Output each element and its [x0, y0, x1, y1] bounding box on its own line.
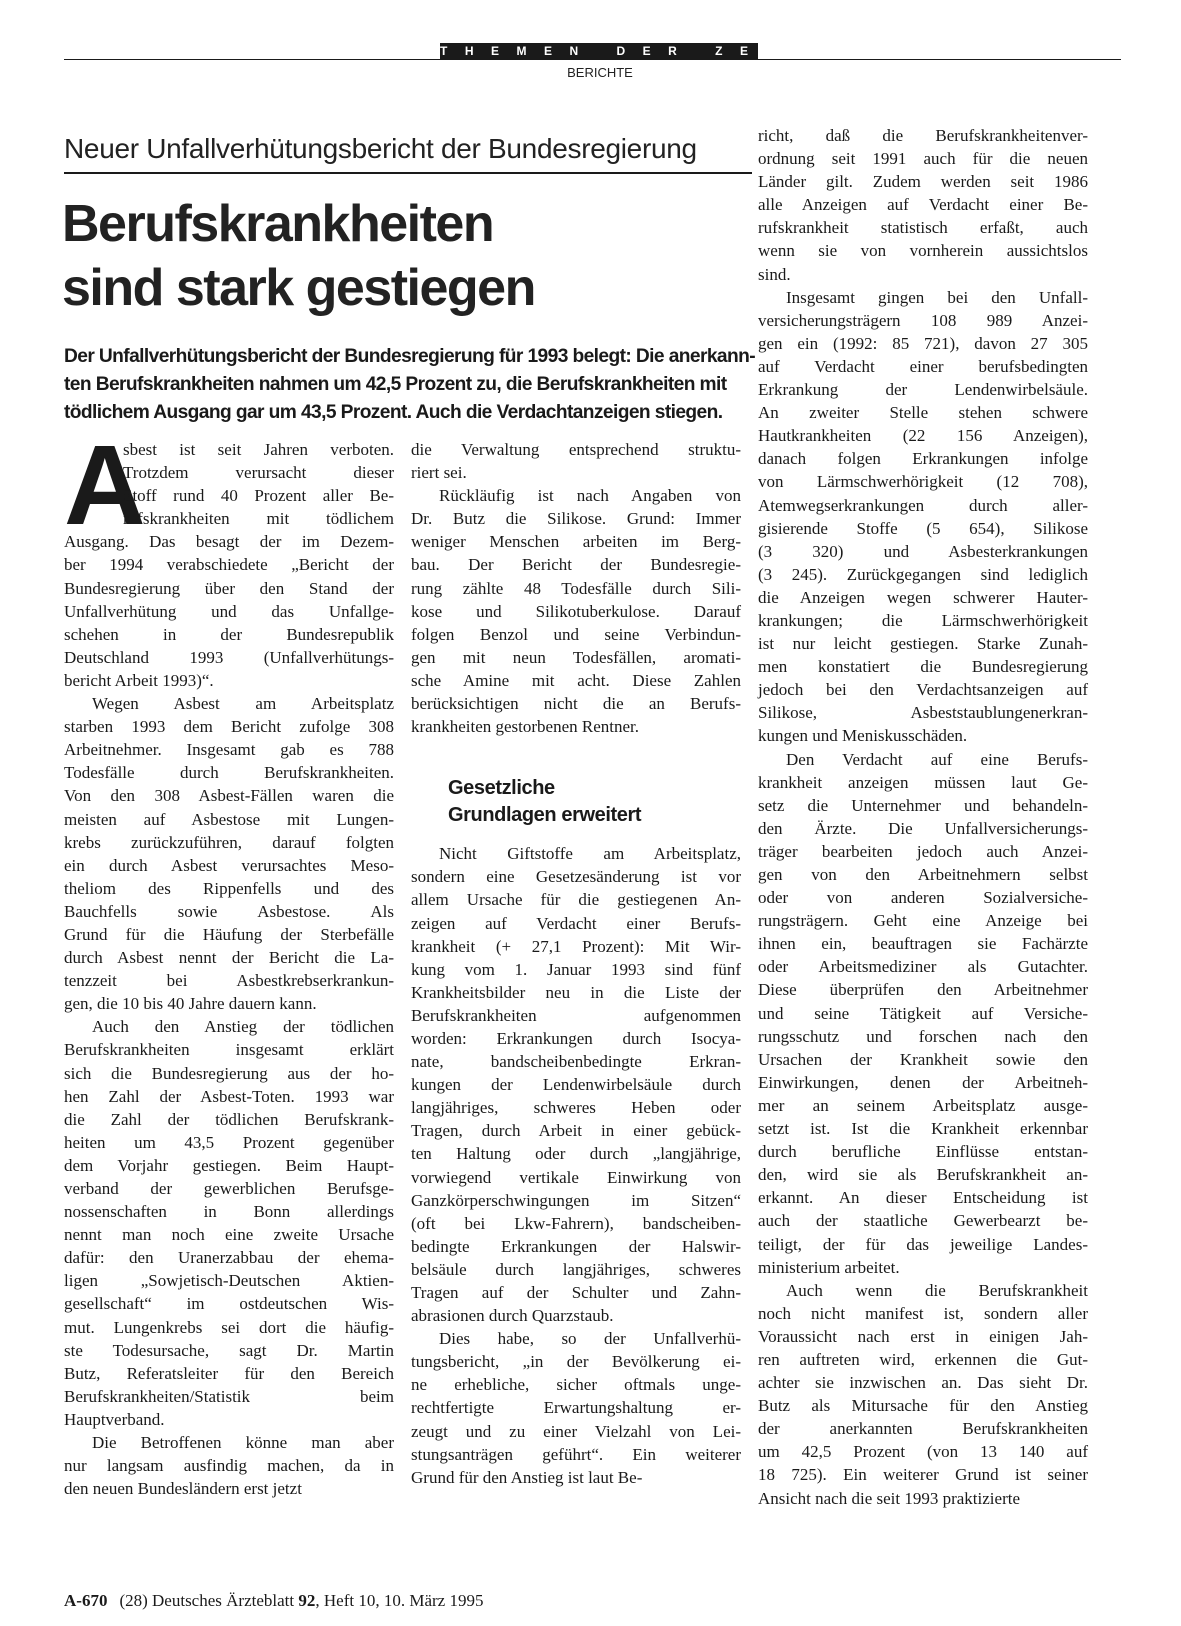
text-line: tenzzeit bei Asbestkrebserkrankun- — [64, 971, 394, 991]
column-3 — [758, 124, 1088, 1510]
text-line: (3 320) und Asbesterkrankungen — [758, 541, 1088, 561]
text-line: weniger Menschen arbeiten im Berg- — [411, 532, 741, 552]
text-line: schehen in der Bundesrepublik — [64, 624, 394, 644]
lead-line: tödlichem Ausgang gar um 43,5 Prozent. Auch die Verdachtanzeigen stiegen. — [64, 402, 723, 423]
text-line: Hauptverband. — [64, 1409, 165, 1429]
text-line: Deutschland 1993 (Unfallverhütungs- — [64, 647, 394, 667]
text-line: die Zahl der tödlichen Berufskrank- — [64, 1109, 394, 1129]
lead-paragraph — [64, 343, 754, 427]
text-line: wenn sie von vornherein aussichtslos — [758, 241, 1088, 261]
text-line: zeugt und zu einer Vielzahl von Lei- — [411, 1421, 741, 1441]
text-line: starben 1993 dem Bericht zufolge 308 — [64, 717, 394, 737]
text-line: sich die Bundesregierung aus der ho- — [64, 1063, 394, 1083]
text-line: kose und Silikotuberkulose. Darauf — [411, 601, 741, 621]
text-line: kungen und Meniskusschäden. — [758, 726, 968, 746]
text-line: allem Ursache für die gestiegenen An- — [411, 890, 741, 910]
header-rule — [64, 59, 1121, 60]
kicker-rule — [64, 172, 752, 174]
lead-line: ten Berufskrankheiten nahmen um 42,5 Prozent zu, die Berufskrankheiten mit — [64, 374, 727, 395]
text-line: setzt ist. Ist die Krankheit erkennbar — [758, 1119, 1088, 1139]
text-line: dafür: den Uranerzabbau der ehema- — [64, 1248, 394, 1268]
text-line: um 42,5 Prozent (von 13 140 auf — [758, 1442, 1088, 1462]
text-line: Erkrankung der Lendenwirbelsäule. — [758, 380, 1088, 400]
text-line: Butz, Referatsleiter für den Bereich — [64, 1363, 394, 1383]
page-footer — [64, 1591, 483, 1611]
text-line: tungsbericht, „in der Bevölkerung ei- — [411, 1352, 741, 1372]
text-line: Bauchfells sowie Asbestose. Als — [64, 901, 394, 921]
text-line: durch berufliche Einflüsse entstan- — [758, 1142, 1088, 1162]
text-line: ber 1994 verabschiedete „Bericht der — [64, 555, 394, 575]
text-line: Voraussicht nach erst in einigen Jah- — [758, 1326, 1088, 1346]
text-line: ministerium arbeitet. — [758, 1257, 900, 1277]
text-line: jedoch bei den Verdachtsanzeigen auf — [758, 680, 1088, 700]
footer-issue: , Heft 10, 10. März 1995 — [315, 1591, 484, 1610]
text-line: Diese überprüfen den Arbeitnehmer — [758, 980, 1088, 1000]
text-line: krankheiten gestorbenen Rentner. — [411, 717, 640, 737]
text-line: Berufskrankheiten/Statistik beim — [64, 1386, 394, 1406]
text-line: Ausgang. Das besagt der im Dezem- — [64, 532, 394, 552]
text-line: gen mit neun Todesfällen, aromati- — [411, 647, 741, 667]
text-line: rufskrankheiten mit tödlichem — [123, 509, 394, 529]
text-line: ordnung seit 1991 auch für die neuen — [758, 149, 1088, 169]
text-line: ist nur leicht gestiegen. Starke Zunah- — [758, 634, 1088, 654]
text-line: Von den 308 Asbest-Fällen waren die — [64, 786, 394, 806]
column-2 — [411, 438, 741, 1489]
text-line: nossenschaften in Bonn allerdings — [64, 1202, 394, 1222]
text-line: men konstatiert die Bundesregierung — [758, 657, 1088, 677]
text-line: krankheit anzeigen müssen laut Ge- — [758, 772, 1088, 792]
text-line: Ursachen der Krankheit sowie den — [758, 1049, 1088, 1069]
text-line: heiten um 43,5 Prozent gegenüber — [64, 1132, 394, 1152]
text-line: Die Betroffenen könne man aber — [92, 1433, 394, 1453]
text-line: abrasionen durch Quarzstaub. — [411, 1306, 614, 1326]
text-line: erkannt. An dieser Entscheidung ist — [758, 1188, 1088, 1208]
text-line: bericht Arbeit 1993)“. — [64, 670, 214, 690]
text-line: gen, die 10 bis 40 Jahre dauern kann. — [64, 994, 317, 1014]
headline — [62, 192, 752, 320]
text-line: Dies habe, so der Unfallverhü- — [439, 1329, 741, 1349]
text-line: die Verwaltung entsprechend struktu- — [411, 440, 741, 459]
text-line: Ganzkörperschwingungen im Sitzen“ — [411, 1190, 741, 1210]
footer-citation: (28) Deutsches Ärzteblatt — [119, 1591, 299, 1610]
text-line: (3 245). Zurückgegangen sind lediglich — [758, 564, 1088, 584]
text-line: Den Verdacht auf eine Berufs- — [786, 749, 1088, 769]
text-line: durch Asbest nennt der Bericht die La- — [64, 948, 394, 968]
text-line: ein durch Asbest verursachtes Meso- — [64, 855, 394, 875]
text-line: mut. Lungenkrebs sei dort die häufig- — [64, 1317, 394, 1337]
text-line: verband der gewerblichen Berufsge- — [64, 1179, 394, 1198]
text-line: 18 725). Ein weiterer Grund ist seiner — [758, 1465, 1088, 1485]
text-line: versicherungsträgern 108 989 Anzei- — [758, 310, 1088, 330]
text-line: Einwirkungen, denen der Arbeitneh- — [758, 1072, 1088, 1092]
text-line: bau. Der Bericht der Bundesregie- — [411, 555, 741, 575]
text-line: sche Amine mit acht. Diese Zahlen — [411, 670, 741, 690]
drop-cap: A — [64, 422, 146, 548]
text-line: rechtfertigte Erwartungshaltung er- — [411, 1398, 741, 1418]
text-line: den Ärzte. Die Unfallversicherungs- — [758, 818, 1088, 838]
text-line: Länder gilt. Zudem werden seit 1986 — [758, 172, 1088, 192]
text-line: rungsschutz und forschen nach den — [758, 1026, 1088, 1046]
text-line: mer an seinem Arbeitsplatz ausge- — [758, 1095, 1088, 1115]
text-line: Stoff rund 40 Prozent aller Be- — [123, 486, 394, 506]
text-line: (oft bei Lkw-Fahrern), bandscheiben- — [411, 1213, 741, 1233]
text-line: die Anzeigen wegen schwerer Hauter- — [758, 587, 1088, 607]
text-line: stungsanträgen geführt“. Ein weiterer — [411, 1444, 741, 1464]
text-line: Rückläufig ist nach Angaben von — [439, 486, 741, 506]
text-line: Bundesregierung über den Stand der — [64, 578, 394, 598]
text-line: teiligt, der für das jeweilige Landes- — [758, 1234, 1088, 1254]
text-line: Wegen Asbest am Arbeitsplatz — [92, 694, 394, 714]
text-line: gisierende Stoffe (5 654), Silikose — [758, 518, 1088, 538]
section-label: BERICHTE — [567, 65, 633, 80]
text-line: auf Verdacht einer berufsbedingten — [758, 356, 1088, 376]
text-line: theliom des Rippenfells und des — [64, 878, 394, 898]
text-line: Trotzdem verursacht dieser — [123, 463, 394, 483]
text-line: belsäule durch langjähriges, schweres — [411, 1259, 741, 1279]
headline-line: sind stark gestiegen — [62, 259, 535, 317]
text-line: berücksichtigen nicht die an Berufs- — [411, 694, 741, 714]
text-line: gesellschaft“ im ostdeutschen Wis- — [64, 1294, 394, 1314]
text-line: rungsträgern. Geht eine Anzeige bei — [758, 911, 1088, 931]
text-line: langjähriges, schweres Heben oder — [411, 1098, 741, 1118]
text-line: noch nicht manifest ist, sondern aller — [758, 1303, 1088, 1323]
text-line: nate, bandscheibenbedingte Erkran- — [411, 1052, 741, 1072]
text-line: krankheit (+ 27,1 Prozent): Mit Wir- — [411, 936, 741, 956]
text-line: Berufskrankheiten aufgenommen — [411, 1005, 741, 1025]
lead-line: Der Unfallverhütungsbericht der Bundesregierung für 1993 belegt: Die anerkann- — [64, 346, 756, 367]
text-line: Krankheitsbilder neu in die Liste der — [411, 982, 741, 1002]
text-line: zeigen auf Verdacht einer Berufs- — [411, 913, 741, 933]
text-line: nennt man noch eine zweite Ursache — [64, 1225, 394, 1245]
text-line: meisten auf Asbestose mit Lungen- — [64, 809, 394, 829]
text-line: den, wird sie als Berufskrankheit an- — [758, 1165, 1088, 1185]
text-line: sind. — [758, 264, 791, 284]
text-line: krankungen; die Lärmschwerhörigkeit — [758, 610, 1088, 630]
headline-line: Berufskrankheiten — [62, 195, 494, 253]
text-line: hen Zahl der Asbest-Toten. 1993 war — [64, 1086, 394, 1106]
footer-volume: 92 — [298, 1591, 316, 1610]
text-line: Ansicht nach die seit 1993 praktizierte — [758, 1488, 1020, 1508]
text-line: der anerkannten Berufskrankheiten — [758, 1419, 1088, 1439]
text-line: Silikose, Asbeststaublungenerkran- — [758, 703, 1088, 723]
text-line: gen von den Arbeitnehmern selbst — [758, 865, 1088, 884]
text-line: folgen Benzol und seine Verbindun- — [411, 624, 741, 644]
text-line: Tragen, durch Arbeit in einer gebück- — [411, 1121, 741, 1141]
text-line: ten Haltung oder durch „langjährige, — [411, 1144, 741, 1164]
text-line: Todesfälle durch Berufskrankheiten. — [64, 763, 394, 783]
text-line: von Lärmschwerhörigkeit (12 708), — [758, 472, 1088, 492]
text-line: auch der staatliche Gewerbearzt be- — [758, 1211, 1088, 1231]
text-line: Tragen auf der Schulter und Zahn- — [411, 1283, 741, 1302]
text-line: krebs zurückzuführen, darauf folgten — [64, 832, 394, 852]
text-line: kungen der Lendenwirbelsäule durch — [411, 1075, 741, 1095]
text-line: oder Arbeitsmediziner als Gutachter. — [758, 957, 1088, 977]
text-line: rufskrankheit statistisch erfaßt, auch — [758, 218, 1088, 238]
text-line: alle Anzeigen auf Verdacht einer Be- — [758, 195, 1088, 215]
text-line: Butz als Mitursache für den Anstieg — [758, 1396, 1088, 1416]
text-line: sbest ist seit Jahren verboten. — [123, 440, 394, 459]
text-line: Atemwegserkrankungen durch aller- — [758, 495, 1088, 515]
text-line: ste Todesursache, sagt Dr. Martin — [64, 1340, 394, 1360]
text-line: Berufskrankheiten insgesamt erklärt — [64, 1040, 394, 1060]
text-line: ren auftreten wird, erkennen die Gut- — [758, 1349, 1088, 1369]
text-line: Grund für die Häufung der Sterbefälle — [64, 924, 394, 944]
text-line: Unfallverhütung und das Unfallge- — [64, 601, 394, 621]
subheading-line: Grundlagen erweitert — [448, 804, 642, 826]
subheading — [448, 775, 728, 829]
page-number: A-670 — [64, 1591, 108, 1610]
text-line: nur langsam ausfindig machen, da in — [64, 1456, 394, 1476]
text-line: kung vom 1. Januar 1993 sind fünf — [411, 959, 741, 979]
text-line: dem Vorjahr gestiegen. Beim Haupt- — [64, 1155, 394, 1175]
text-line: worden: Erkrankungen durch Isocya- — [411, 1028, 741, 1048]
text-line: danach folgen Erkrankungen infolge — [758, 449, 1088, 469]
subheading-line: Gesetzliche — [448, 777, 555, 799]
text-line: träger bearbeiten jedoch auch Anzei- — [758, 841, 1088, 861]
text-line: An zweiter Stelle stehen schwere — [758, 403, 1088, 423]
text-line: Insgesamt gingen bei den Unfall- — [786, 287, 1088, 307]
text-line: rung zählte 48 Todesfälle durch Sili- — [411, 578, 741, 598]
text-line: setz die Unternehmer und behandeln- — [758, 795, 1088, 815]
text-line: Nicht Giftstoffe am Arbeitsplatz, — [439, 844, 741, 864]
text-line: achter sie inzwischen an. Das sieht Dr. — [758, 1373, 1088, 1393]
text-line: Grund für den Anstieg ist laut Be- — [411, 1467, 643, 1487]
text-line: und seine Tätigkeit auf Versiche- — [758, 1003, 1088, 1023]
text-line: richt, daß die Berufskrankheitenver- — [758, 126, 1088, 145]
text-line: Hautkrankheiten (22 156 Anzeigen), — [758, 426, 1088, 446]
text-line: ne erhebliche, sicher oftmals unge- — [411, 1375, 741, 1395]
text-line: ihnen ein, beauftragen sie Fachärzte — [758, 934, 1088, 954]
text-line: Auch wenn die Berufskrankheit — [786, 1280, 1088, 1300]
text-line: Dr. Butz die Silikose. Grund: Immer — [411, 509, 741, 529]
text-line: sondern eine Gesetzesänderung ist vor — [411, 867, 741, 887]
column-1 — [64, 422, 394, 1500]
text-line: oder von anderen Sozialversiche- — [758, 888, 1088, 908]
kicker: Neuer Unfallverhütungsbericht der Bundesregierung — [64, 133, 697, 164]
text-line: Auch den Anstieg der tödlichen — [92, 1017, 394, 1037]
section-band: THEMEN DER ZEIT — [440, 44, 812, 58]
text-line: bedingte Erkrankungen der Halswir- — [411, 1236, 741, 1256]
text-line: den neuen Bundesländern erst jetzt — [64, 1479, 302, 1499]
text-line: gen ein (1992: 85 721), davon 27 305 — [758, 333, 1088, 353]
text-line: Arbeitnehmer. Insgesamt gab es 788 — [64, 740, 394, 760]
text-line: ligen „Sowjetisch-Deutschen Aktien- — [64, 1271, 394, 1291]
text-line: vorwiegend vertikale Einwirkung von — [411, 1167, 741, 1187]
text-line: riert sei. — [411, 463, 467, 483]
